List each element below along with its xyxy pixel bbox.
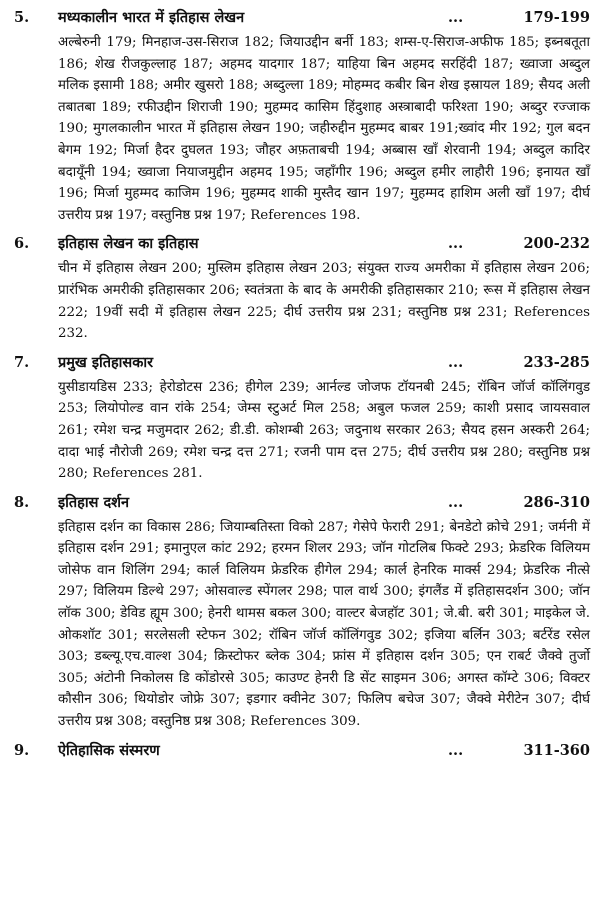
- chapter-5: [14, 8, 590, 226]
- page-range: 233-285: [523, 353, 590, 371]
- chapter-number: 9.: [14, 741, 30, 759]
- chapter-7: [14, 353, 590, 485]
- leader-dots: ...: [448, 353, 464, 371]
- leader-dots: ...: [448, 741, 464, 759]
- chapter-heading: [14, 493, 590, 513]
- leader-dots: ...: [448, 493, 464, 511]
- chapter-title: इतिहास लेखन का इतिहास: [58, 235, 199, 253]
- chapter-topics: युसीडायडिस 233; हेरोडोटस 236; हीगेल 239; आर्नल्ड जोजफ टॉयनबी 245; रॉबिन जॉर्ज कॉलिंगवुड 253; लियोपोल्ड वान रांके 254; जेम्स स्टुअर्ट मिल 258; अबुल फजल 259; काशी प्रसाद जायसवाल 261; रमेश चन्द्र मजुमदार 262; डी.डी. कोशम्बी 263; जदुनाथ सरकार 263; सैयद हसन अस्करी 264; दादा भाई नौरोजी 269; रमेश चन्द्र दत्त 271; रजनी पाम दत्त 275; दीर्घ उत्तरीय प्रश्न 280; वस्तुनिष्ठ प्रश्न 280; References 281.: [58, 379, 590, 482]
- chapter-9: [14, 741, 590, 761]
- chapter-heading: [14, 741, 590, 761]
- chapter-title: मध्यकालीन भारत में इतिहास लेखन: [58, 9, 245, 26]
- chapter-topics: इतिहास दर्शन का विकास 286; जियाम्बतिस्ता विको 287; गेसेपे फेरारी 291; बेनडेटो क्रोचे 291; जर्मनी में इतिहास दर्शन 291; इमानुएल कांट 292; हरमन शिलर 293; जॉन गोटलिब फिक्टे 293; फ्रेडरिक विलियम जोसेफ वान शिलिंग 294; कार्ल विलियम फ्रेडरिक हीगेल 294; कार्ल हेनरिक मार्क्स 294; फ्रेडरिक नीत्से 297; विलियम डिल्थे 297; ओसवाल्ड स्पेंगलर 298; पाल वार्थ 300; इंगलैंड में इतिहासदर्शन 300; जॉन लॉक 300; डेविड ह्यूम 300; हेनरी थामस बकल 300; वाल्टर बेजहॉट 301; जे.बी. बरी 301; माइकेल जे. ओकशॉट 301; सरलेसली स्टेफन 302; रॉबिन जॉर्ज कॉलिंगवुड 302; इजिया बर्लिन 303; बर्टरेंड रसेल 303; डब्ल्यू.एच.वाल्श 304; क्रिस्टोफर ब्लेक 304; फ्रांस में इतिहास दर्शन 305; एन राबर्ट जैक्वे तुर्जो 305; अंटोनी निकोलस डि कोंडोरसे 305; काउण्ट हेनरी डि सेंट साइमन 306; अगस्त कॉम्टे 306; विक्टर कौसीन 306; थियोडोर जोफ्रे 307; इडगार क्वीनेट 307; फिलिप बचेज 307; जैक्वे मेरीटेन 307; दीर्घ उत्तरीय प्रश्न 308; वस्तुनिष्ठ प्रश्न 308; References 309.: [58, 519, 590, 730]
- chapter-8: [14, 493, 590, 733]
- chapter-topics: अल्बेरुनी 179; मिनहाज-उस-सिराज 182; जियाउद्दीन बर्नी 183; शम्स-ए-सिराज-अफीफ 185; इब्नबतूता 186; शेख रीजकुल्लाह 187; अहमद यादगार 187; याहिया बिन अहमद सरहिंदी 187; ख्वाजा अब्दुल मलिक इसामी 188; अमीर खुसरो 188; अब्दुल्ला 189; मोहम्मद कबीर बिन शेख इस्रायल 189; सैयद अली तबातबा 189; रफीउद्दीन शिराजी 190; मुहम्मद कासिम हिंदुशाह अस्त्राबादी फरिश्ता 190; अब्दुर रज्जाक 190; मुगलकालीन भारत में इतिहास लेखन 190; जहीरुद्दीन मुहम्मद बाबर 191;ख्वांद मीर 192; गुल बदन बेगम 192; मिर्जा हैदर दुघलत 193; जौहर अफ़ताबची 194; अब्बास खाँ शेरवानी 194; अब्दुल कादिर बदायूँनी 194; ख्वाजा नियाजमुद्दीन अहमद 195; जहाँगीर 196; अब्दुल हमीर लाहौरी 196; इनायत खाँ 196; मिर्जा मुहम्मद काजिम 196; मुहम्मद शाकी मुस्तैद खान 197; मुहम्मद हाशिम अली खाँ 197; दीर्घ उत्तरीय प्रश्न 197; वस्तुनिष्ठ प्रश्न 197; References 198.: [58, 35, 590, 223]
- chapter-title: प्रमुख इतिहासकार: [58, 353, 154, 371]
- chapter-number: 7.: [14, 353, 30, 371]
- chapter-heading: [14, 8, 590, 28]
- page-range: 311-360: [523, 741, 590, 759]
- page-range: 179-199: [523, 9, 590, 26]
- chapter-number: 6.: [14, 235, 30, 253]
- chapter-number: 8.: [14, 493, 30, 511]
- chapter-heading: [14, 234, 590, 254]
- page-range: 200-232: [523, 235, 590, 253]
- page-range: 286-310: [523, 493, 590, 511]
- chapter-heading: [14, 353, 590, 373]
- chapter-number: 5.: [14, 9, 30, 26]
- leader-dots: ...: [448, 9, 464, 26]
- chapter-title: इतिहास दर्शन: [58, 493, 130, 511]
- leader-dots: ...: [448, 235, 464, 253]
- chapter-6: [14, 234, 590, 344]
- chapter-title: ऐतिहासिक संस्मरण: [58, 741, 160, 759]
- chapter-topics: चीन में इतिहास लेखन 200; मुस्लिम इतिहास लेखन 203; संयुक्त राज्य अमरीका में इतिहास लेखन 206; प्रारंभिक अमरीकी इतिहासकार 206; स्वतंत्रता के बाद के अमरीकी इतिहासकार 210; रूस में इतिहास लेखन 222; 19वीं सदी में इतिहास लेखन 225; दीर्घ उत्तरीय प्रश्न 231; वस्तुनिष्ठ प्रश्न 231; References 232.: [58, 261, 590, 342]
